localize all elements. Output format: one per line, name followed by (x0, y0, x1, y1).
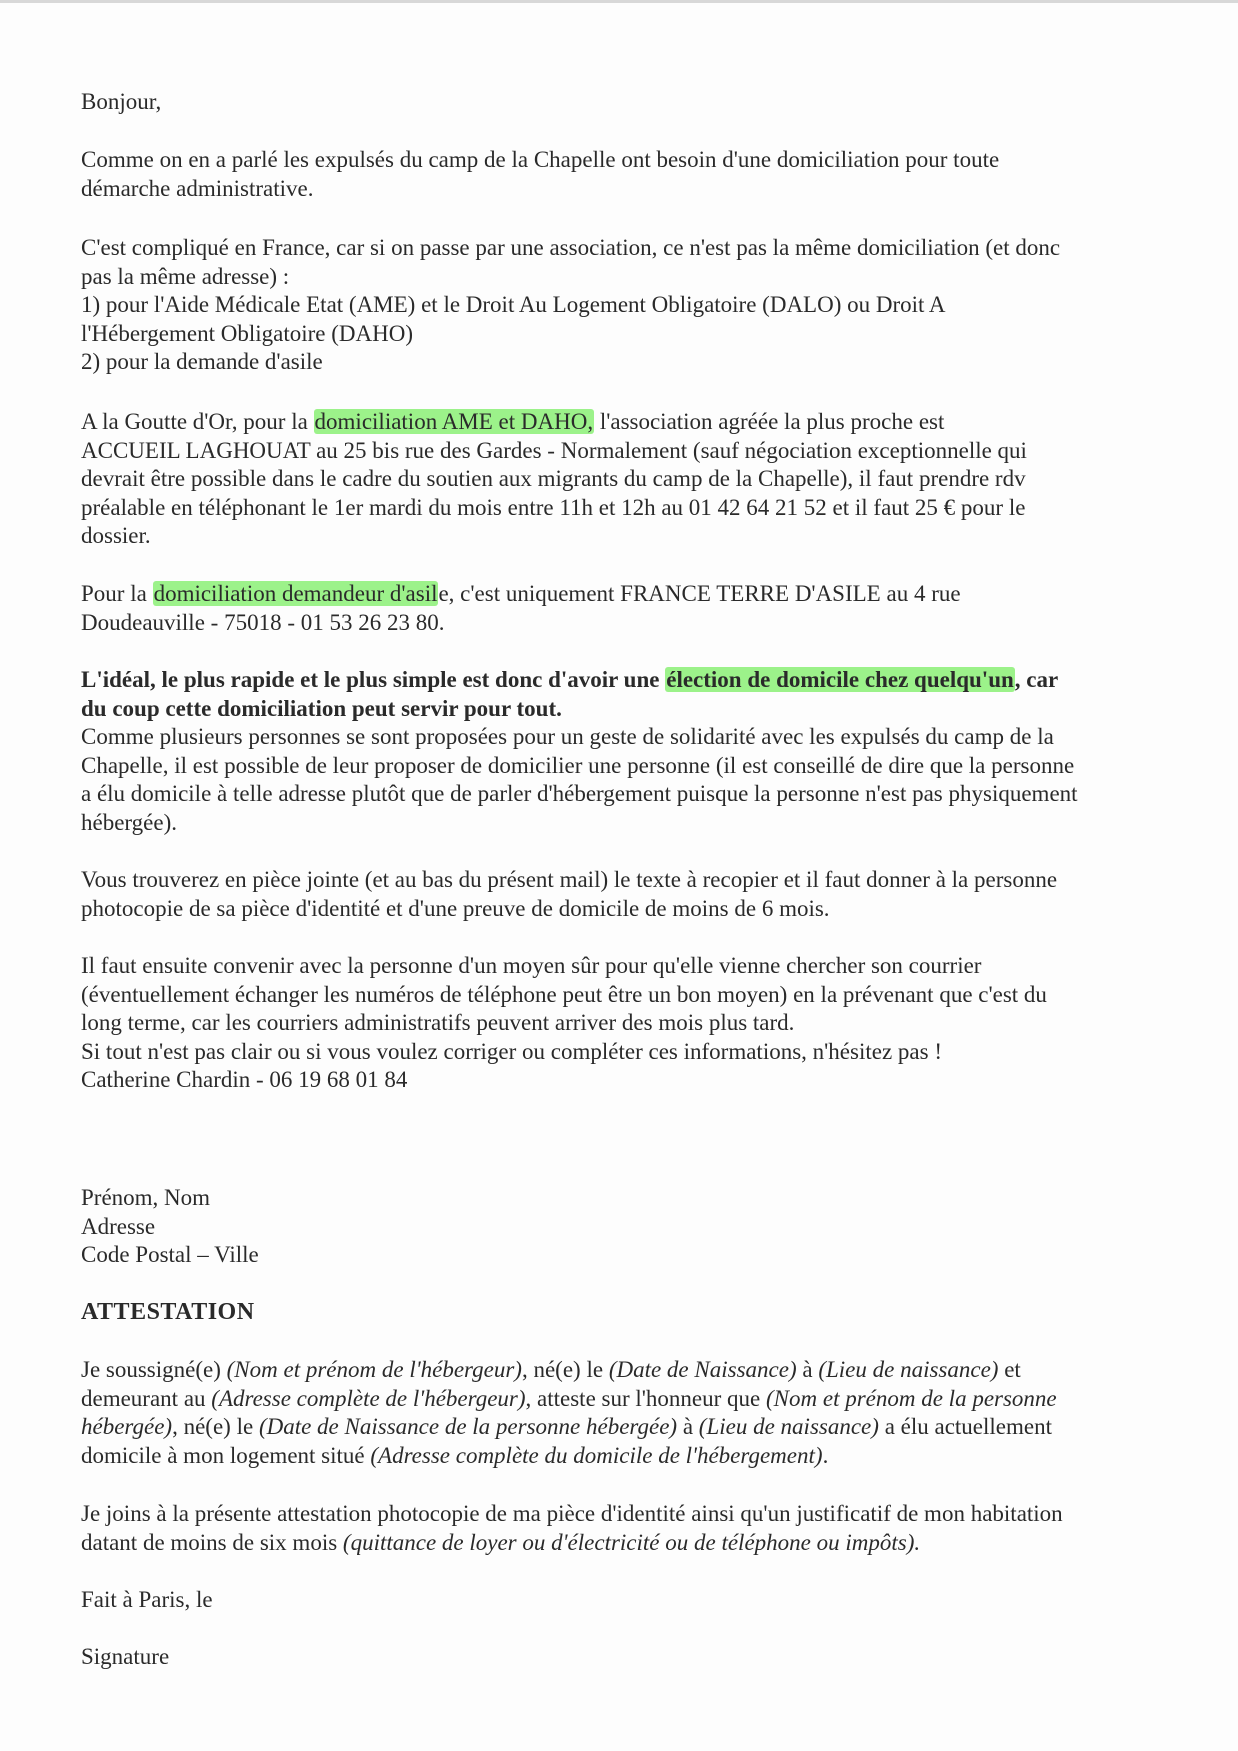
fait-a-paris (81, 1586, 1171, 1615)
placeholder-text: (Nom et prénom de la personne (766, 1385, 1057, 1411)
text-run: datant de moins de six mois (81, 1529, 343, 1555)
text-line: Vous trouverez en pièce jointe (et au bas du présent mail) le texte à recopier et il faut donner à la personne (81, 867, 1058, 892)
text-line: Catherine Chardin - 06 19 68 01 84 (81, 1067, 408, 1092)
text-run: , atteste sur l'honneur que (525, 1385, 766, 1411)
text-line: hébergée). (81, 809, 177, 835)
text-line: (éventuellement échanger les numéros de téléphone peut être un bon moyen) en la prévenant que c'est du (81, 981, 1047, 1007)
text-line (81, 666, 1171, 695)
complicated-paragraph (81, 234, 1171, 377)
highlighted-text: domiciliation demandeur d'asil (153, 581, 438, 606)
text-line: Chapelle, il est possible de leur proposer de domicilier une personne (il est conseillé de dire que la personne (81, 752, 1075, 778)
text-line: Je joins à la présente attestation photocopie de ma pièce d'identité ainsi qu'un justificatif de mon habitation (81, 1501, 1063, 1526)
placeholder-text: (quittance de loyer ou d'électricité ou de téléphone ou impôts). (342, 1529, 921, 1555)
text-line: Comme on en a parlé les expulsés du camp de la Chapelle ont besoin d'une domiciliation pour toute (81, 147, 1000, 172)
placeholder-text: (Adresse complète de l'hébergeur) (211, 1385, 526, 1411)
placeholder-text: hébergée) (81, 1414, 173, 1439)
text-line: l'Hébergement Obligatoire (DAHO) (81, 320, 414, 346)
text-run: demeurant au (81, 1385, 212, 1411)
intro-paragraph (81, 146, 1171, 203)
greeting (81, 88, 1171, 117)
attestation-heading: ATTESTATION (81, 1299, 255, 1325)
text-run: a élu actuellement (878, 1414, 1052, 1439)
highlighted-text: domiciliation AME et DAHO, (314, 409, 594, 434)
placeholder-text: (Lieu de naissance) (818, 1357, 999, 1382)
address-line: Adresse (81, 1213, 156, 1239)
text-line (81, 1413, 1171, 1442)
text-run: à (796, 1357, 819, 1382)
text-run: et (998, 1357, 1021, 1382)
text-line: démarche administrative. (81, 175, 314, 201)
text-line: Si tout n'est pas clair ou si vous voulez corriger ou compléter ces informations, n'hésitez pas ! (81, 1038, 942, 1064)
text-line: Doudeauville - 75018 - 01 53 26 23 80. (81, 609, 445, 635)
text-line (81, 1385, 1171, 1414)
address-block (81, 1184, 1171, 1270)
text-run: l'association agréée la plus proche est (594, 409, 945, 434)
ideal-paragraph (81, 666, 1171, 837)
text-line (81, 580, 1171, 609)
text-run: Je soussigné(e) (81, 1357, 227, 1382)
text-line: pas la même adresse) : (81, 263, 290, 289)
text-line: Il faut ensuite convenir avec la personne d'un moyen sûr pour qu'elle vienne chercher son courrier (81, 953, 982, 978)
text-run: A la Goutte d'Or, pour la (81, 409, 314, 434)
text-run: à (677, 1414, 699, 1439)
text-line: long terme, car les courriers administratifs peuvent arriver des mois plus tard. (81, 1010, 795, 1035)
text-line (81, 1356, 1171, 1385)
text-line: 1) pour l'Aide Médicale Etat (AME) et le Droit Au Logement Obligatoire (DALO) ou Droit A (81, 292, 946, 317)
text-line: a élu domicile à telle adresse plutôt que de parler d'hébergement puisque la personne n'est pas physiquement (81, 781, 1078, 806)
text-line: préalable en téléphonant le 1er mardi du mois entre 11h et 12h au 01 42 64 21 52 et il faut 25 € pour le (81, 494, 1026, 520)
placeholder-text: (Date de Naissance de la personne hébergée) (258, 1414, 678, 1439)
attestation-paragraph (81, 1356, 1171, 1470)
text-line (81, 1442, 1171, 1471)
text-line: Comme plusieurs personnes se sont proposées pour un geste de solidarité avec les expulsés du camp de la (81, 724, 1054, 749)
text-line: devrait être possible dans le cadre du soutien aux migrants du camp de la Chapelle), il faut prendre rdv (81, 466, 1026, 491)
placeholder-text: (Adresse complète du domicile de l'hébergement) (370, 1442, 823, 1468)
text-run: e, c'est uniquement FRANCE TERRE D'ASILE au 4 rue (438, 581, 961, 606)
address-line: Code Postal – Ville (81, 1242, 259, 1267)
text-line (81, 1529, 1171, 1558)
highlighted-text: élection de domicile chez quelqu'un (666, 667, 1014, 692)
text-run: domicile à mon logement situé (81, 1442, 371, 1468)
signature-line: Signature (81, 1644, 170, 1669)
text-run: Pour la (81, 581, 153, 606)
text-run: . (822, 1442, 829, 1468)
placeholder-text: (Nom et prénom de l'hébergeur) (226, 1357, 522, 1382)
text-run: L'idéal, le plus rapide et le plus simple est donc d'avoir une (81, 667, 666, 692)
asile-paragraph (81, 580, 1171, 637)
placeholder-text: (Date de Naissance) (608, 1357, 797, 1382)
placeholder-text: (Lieu de naissance) (698, 1414, 879, 1439)
text-line: 2) pour la demande d'asile (81, 349, 323, 374)
signature-label (81, 1643, 1171, 1672)
place-date-line: Fait à Paris, le (81, 1587, 213, 1612)
text-line: C'est compliqué en France, car si on passe par une association, ce n'est pas la même domiciliation (et donc (81, 235, 1061, 260)
text-run: , né(e) le (521, 1357, 609, 1382)
attestation-title (81, 1298, 1171, 1327)
address-line: Prénom, Nom (81, 1185, 211, 1210)
text-line: du coup cette domiciliation peut servir pour tout. (81, 695, 562, 721)
followup-paragraph (81, 952, 1171, 1095)
scan-edge (0, 0, 1238, 3)
joins-paragraph (81, 1500, 1171, 1557)
attached-paragraph (81, 866, 1171, 923)
greeting-line: Bonjour, (81, 89, 162, 114)
text-line: ACCUEIL LAGHOUAT au 25 bis rue des Gardes - Normalement (sauf négociation exceptionnelle qui (81, 437, 1027, 463)
text-line: dossier. (81, 523, 151, 548)
text-run: , car (1014, 667, 1059, 692)
text-line (81, 408, 1171, 437)
text-line: photocopie de sa pièce d'identité et d'une preuve de domicile de moins de 6 mois. (81, 895, 830, 921)
text-run: , né(e) le (172, 1414, 259, 1439)
goutte-dor-paragraph (81, 408, 1171, 551)
